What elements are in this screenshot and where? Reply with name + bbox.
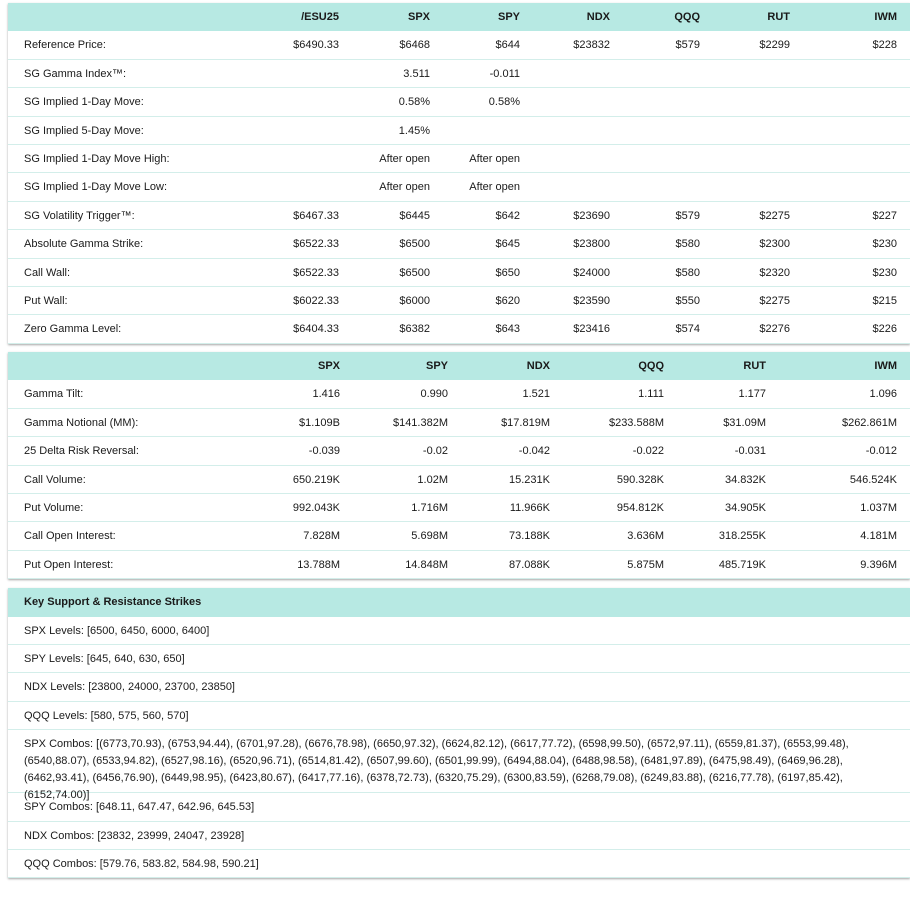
table-cell: $23590 bbox=[573, 294, 610, 307]
table-cell: 1.111 bbox=[638, 388, 664, 401]
table-cell: 318.255K bbox=[718, 530, 766, 543]
row-label: Absolute Gamma Strike: bbox=[24, 238, 144, 251]
table-cell: After open bbox=[469, 152, 520, 165]
table-cell: -0.011 bbox=[489, 67, 520, 80]
table-cell: 0.58% bbox=[488, 96, 520, 109]
spx-combos: SPX Combos: [(6773,70.93), (6753,94.44), (6701,97.28), (6676,78.98), (6650,97.32), (6624,82.12), (6617,77.72), (6598,99.50), (6572,97.11), (6559,81.37), (6553,99.48), (6540,88.07), (6533,94.82), (6527,98.16), (6520,96.71), (6514,81.42), (6507,99.60), (6501,99.99), (6494,88.04), (6488,98.58), (6481,97.89), (6475,98.49), (6469,96.28), (6462,93.41), (6456,76.90), (6449,98.95), (6423,80.67), (6417,77.16), (6378,72.73), (6320,75.29), (6300,83.59), (6268,79.08), (6249,83.88), (6216,77.78), (6197,85.42), (6152,74.00)] bbox=[8, 730, 910, 793]
table-cell: 1.45% bbox=[398, 124, 430, 137]
row-label: Gamma Notional (MM): bbox=[24, 416, 139, 429]
row-label: SG Gamma Index™: bbox=[24, 67, 127, 80]
gamma-table bbox=[8, 352, 910, 579]
row-label: Call Open Interest: bbox=[24, 530, 116, 543]
row-label: 25 Delta Risk Reversal: bbox=[24, 445, 139, 458]
table-cell: $644 bbox=[495, 39, 520, 52]
gamma-header-ndx: NDX bbox=[526, 360, 550, 372]
table-cell: 0.58% bbox=[398, 96, 430, 109]
table-row bbox=[8, 88, 910, 116]
strikes-panel bbox=[8, 588, 910, 878]
table-cell: $580 bbox=[675, 266, 700, 279]
table-cell: $23832 bbox=[573, 39, 610, 52]
table-cell: $580 bbox=[675, 238, 700, 251]
table-cell: $6404.33 bbox=[293, 323, 339, 336]
table-cell: $23690 bbox=[573, 209, 610, 222]
table-cell: 1.096 bbox=[869, 388, 897, 401]
table-cell: $645 bbox=[495, 238, 520, 251]
table-row bbox=[8, 409, 910, 437]
table-cell: 0.990 bbox=[420, 388, 448, 401]
row-label: SG Implied 1-Day Move Low: bbox=[24, 181, 168, 194]
levels-table bbox=[8, 3, 910, 344]
table-cell: $230 bbox=[872, 266, 897, 279]
table-cell: $579 bbox=[675, 39, 700, 52]
row-label: Gamma Tilt: bbox=[24, 388, 84, 401]
levels-header-esu25: /ESU25 bbox=[301, 11, 339, 23]
table-row bbox=[8, 173, 910, 201]
spx-levels: SPX Levels: [6500, 6450, 6000, 6400] bbox=[8, 617, 910, 645]
row-label: Put Open Interest: bbox=[24, 558, 114, 571]
table-cell: $643 bbox=[495, 323, 520, 336]
table-cell: 87.088K bbox=[509, 558, 550, 571]
table-cell: 34.905K bbox=[725, 501, 766, 514]
table-cell: $6490.33 bbox=[293, 39, 339, 52]
table-cell: $2320 bbox=[759, 266, 790, 279]
row-label: Reference Price: bbox=[24, 39, 106, 52]
table-cell: 650.219K bbox=[292, 473, 340, 486]
table-cell: $2275 bbox=[759, 294, 790, 307]
table-cell: 954.812K bbox=[616, 501, 664, 514]
row-label: SG Volatility Trigger™: bbox=[24, 209, 135, 222]
table-cell: 15.231K bbox=[509, 473, 550, 486]
table-cell: 1.521 bbox=[522, 388, 550, 401]
levels-header-spx: SPX bbox=[407, 11, 430, 23]
table-cell: 1.177 bbox=[738, 388, 766, 401]
table-cell: 14.848M bbox=[405, 558, 448, 571]
table-cell: $2275 bbox=[759, 209, 790, 222]
table-cell: 34.832K bbox=[725, 473, 766, 486]
table-cell: $17.819M bbox=[501, 416, 550, 429]
table-cell: $6467.33 bbox=[293, 209, 339, 222]
table-cell: $579 bbox=[675, 209, 700, 222]
table-cell: 3.636M bbox=[627, 530, 664, 543]
levels-header-spy: SPY bbox=[497, 11, 520, 23]
table-row bbox=[8, 287, 910, 315]
row-label: SG Implied 5-Day Move: bbox=[24, 124, 144, 137]
table-cell: $262.861M bbox=[841, 416, 897, 429]
table-cell: $233.588M bbox=[608, 416, 664, 429]
table-cell: $6522.33 bbox=[293, 266, 339, 279]
table-row bbox=[8, 466, 910, 494]
gamma-header-iwm: IWM bbox=[874, 360, 897, 372]
qqq-levels: QQQ Levels: [580, 575, 560, 570] bbox=[8, 702, 910, 730]
table-cell: $6000 bbox=[399, 294, 430, 307]
table-cell: $227 bbox=[872, 209, 897, 222]
table-cell: $228 bbox=[872, 39, 897, 52]
table-row bbox=[8, 380, 910, 408]
table-cell: 5.875M bbox=[627, 558, 664, 571]
row-label: Call Wall: bbox=[24, 266, 71, 279]
table-cell: 992.043K bbox=[292, 501, 340, 514]
table-cell: $230 bbox=[872, 238, 897, 251]
table-cell: -0.012 bbox=[865, 445, 897, 458]
table-cell: $2276 bbox=[759, 323, 790, 336]
table-row bbox=[8, 230, 910, 258]
table-row bbox=[8, 522, 910, 550]
table-cell: -0.031 bbox=[734, 445, 766, 458]
table-cell: -0.042 bbox=[518, 445, 550, 458]
table-cell: $23800 bbox=[573, 238, 610, 251]
table-row bbox=[8, 437, 910, 465]
table-row bbox=[8, 31, 910, 59]
table-cell: 73.188K bbox=[509, 530, 550, 543]
table-cell: $574 bbox=[675, 323, 700, 336]
table-cell: $226 bbox=[872, 323, 897, 336]
table-cell: -0.039 bbox=[308, 445, 340, 458]
table-cell: 5.698M bbox=[411, 530, 448, 543]
table-cell: 1.037M bbox=[860, 501, 897, 514]
table-cell: $6468 bbox=[399, 39, 430, 52]
table-row bbox=[8, 202, 910, 230]
table-cell: 546.524K bbox=[849, 473, 897, 486]
row-label: SG Implied 1-Day Move: bbox=[24, 96, 144, 109]
gamma-header-rut: RUT bbox=[743, 360, 766, 372]
ndx-combos: NDX Combos: [23832, 23999, 24047, 23928] bbox=[8, 822, 910, 850]
ndx-levels: NDX Levels: [23800, 24000, 23700, 23850] bbox=[8, 673, 910, 701]
table-row bbox=[8, 60, 910, 88]
table-cell: $6522.33 bbox=[293, 238, 339, 251]
table-cell: $6500 bbox=[399, 238, 430, 251]
table-cell: $1.109B bbox=[299, 416, 340, 429]
table-cell: -0.02 bbox=[422, 445, 448, 458]
levels-header-rut: RUT bbox=[767, 11, 790, 23]
spy-levels: SPY Levels: [645, 640, 630, 650] bbox=[8, 645, 910, 673]
table-cell: $2299 bbox=[759, 39, 790, 52]
table-cell: $141.382M bbox=[392, 416, 448, 429]
strikes-title: Key Support & Resistance Strikes bbox=[8, 588, 910, 617]
table-cell: After open bbox=[379, 181, 430, 194]
table-cell: 1.416 bbox=[312, 388, 340, 401]
qqq-combos: QQQ Combos: [579.76, 583.82, 584.98, 590.21] bbox=[8, 850, 910, 878]
table-cell: $2300 bbox=[759, 238, 790, 251]
table-cell: $642 bbox=[495, 209, 520, 222]
row-label: Put Volume: bbox=[24, 501, 84, 514]
spy-combos: SPY Combos: [648.11, 647.47, 642.96, 645.53] bbox=[8, 793, 910, 821]
table-cell: $650 bbox=[495, 266, 520, 279]
table-cell: $6500 bbox=[399, 266, 430, 279]
gamma-header-qqq: QQQ bbox=[638, 360, 664, 372]
table-cell: 1.716M bbox=[411, 501, 448, 514]
table-cell: After open bbox=[379, 152, 430, 165]
table-cell: After open bbox=[469, 181, 520, 194]
table-cell: 3.511 bbox=[403, 67, 430, 80]
table-cell: 485.719K bbox=[718, 558, 766, 571]
table-row bbox=[8, 145, 910, 173]
table-cell: 11.966K bbox=[509, 501, 550, 514]
row-label: Call Volume: bbox=[24, 473, 86, 486]
table-cell: $23416 bbox=[573, 323, 610, 336]
table-row bbox=[8, 494, 910, 522]
levels-header-iwm: IWM bbox=[874, 11, 897, 23]
gamma-header-spy: SPY bbox=[425, 360, 448, 372]
table-row bbox=[8, 259, 910, 287]
levels-header-qqq: QQQ bbox=[674, 11, 700, 23]
table-cell: 4.181M bbox=[860, 530, 897, 543]
row-label: SG Implied 1-Day Move High: bbox=[24, 152, 170, 165]
table-row bbox=[8, 117, 910, 145]
table-cell: 590.328K bbox=[616, 473, 664, 486]
table-cell: $6382 bbox=[399, 323, 430, 336]
row-label: Put Wall: bbox=[24, 294, 68, 307]
table-cell: $6445 bbox=[399, 209, 430, 222]
table-cell: -0.022 bbox=[632, 445, 664, 458]
table-cell: 7.828M bbox=[303, 530, 340, 543]
table-cell: 13.788M bbox=[297, 558, 340, 571]
table-cell: 9.396M bbox=[860, 558, 897, 571]
gamma-header-spx: SPX bbox=[317, 360, 340, 372]
table-cell: $550 bbox=[675, 294, 700, 307]
table-cell: $31.09M bbox=[723, 416, 766, 429]
levels-header-ndx: NDX bbox=[586, 11, 610, 23]
table-row bbox=[8, 315, 910, 343]
table-row bbox=[8, 551, 910, 579]
levels-table-header bbox=[8, 3, 910, 31]
table-cell: $620 bbox=[495, 294, 520, 307]
table-cell: $215 bbox=[872, 294, 897, 307]
table-cell: $24000 bbox=[573, 266, 610, 279]
table-cell: $6022.33 bbox=[293, 294, 339, 307]
gamma-table-header bbox=[8, 352, 910, 380]
row-label: Zero Gamma Level: bbox=[24, 323, 122, 336]
table-cell: 1.02M bbox=[417, 473, 448, 486]
